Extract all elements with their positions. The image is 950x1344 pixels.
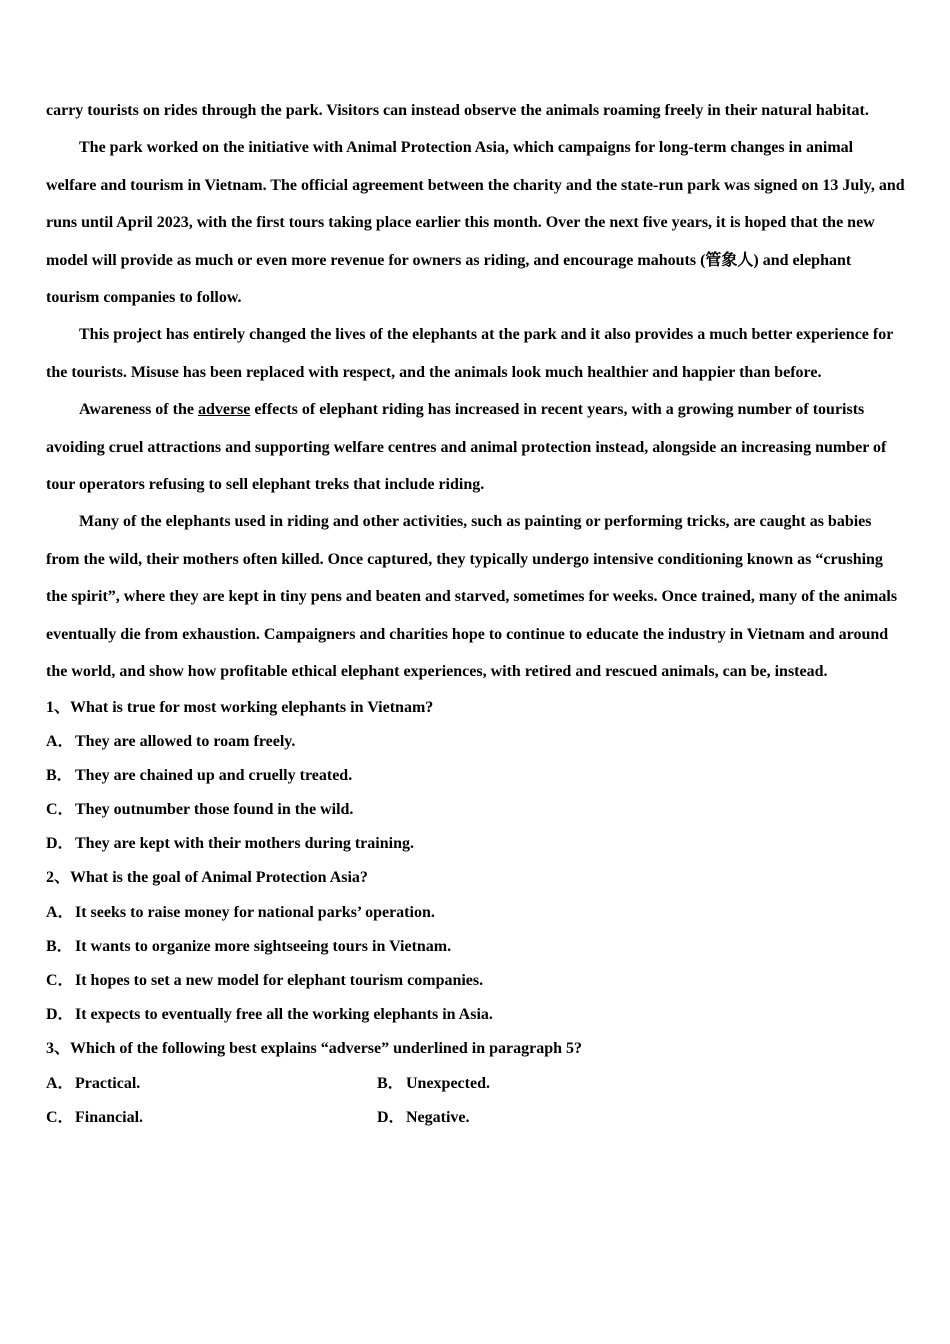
passage	[46, 92, 906, 691]
option-text: Unexpected.	[406, 1074, 490, 1092]
option-text: It expects to eventually free all the working elephants in Asia.	[75, 1006, 493, 1024]
option-letter: D．	[377, 1108, 405, 1126]
document-page	[46, 92, 906, 1135]
underlined-word-adverse: adverse	[197, 401, 251, 419]
option-text: They are kept with their mothers during training.	[75, 835, 414, 853]
question-2	[46, 861, 906, 1032]
paragraph-4-lead: Awareness of the	[79, 401, 198, 419]
question-3-option-c[interactable]	[46, 1101, 377, 1135]
passage-paragraph-4	[46, 391, 906, 503]
option-text: Financial.	[75, 1108, 144, 1126]
option-letter: A．	[46, 903, 74, 921]
option-text: Practical.	[75, 1074, 141, 1092]
question-1-option-a[interactable]	[46, 725, 906, 759]
question-3-options-row-2	[46, 1101, 906, 1135]
question-1	[46, 691, 906, 862]
option-letter: C．	[46, 801, 74, 819]
option-text: It seeks to raise money for national parks’ operation.	[75, 903, 435, 921]
option-letter: A．	[46, 732, 74, 750]
passage-paragraph-3: This project has entirely changed the lives of the elephants at the park and it also provides a much better experience for the tourists. Misuse has been replaced with respect, and the animals look much healthier and happier than before.	[46, 326, 894, 381]
question-3-option-a[interactable]	[46, 1067, 377, 1101]
option-letter: B．	[46, 766, 73, 784]
question-2-stem: 2、What is the goal of Animal Protection Asia?	[46, 869, 368, 887]
question-1-option-c[interactable]	[46, 793, 906, 827]
option-letter: A．	[46, 1074, 74, 1092]
option-text: Negative.	[406, 1108, 470, 1126]
question-3-options-row-1	[46, 1067, 906, 1101]
option-letter: D．	[46, 1006, 74, 1024]
option-letter: C．	[46, 972, 74, 989]
question-3	[46, 1032, 906, 1135]
question-1-option-d[interactable]	[46, 827, 906, 861]
passage-paragraph-2: The park worked on the initiative with Animal Protection Asia, which campaigns for long-term changes in animal welfare and tourism in Vietnam. The official agreement between the charity and the state-run park was signed on 13 July, and runs until April 2023, with the first tours taking place earlier this month. Over the next five years, it is hoped that the new model will provide as much or even more revenue for owners as riding, and encourage mahouts (管象人) and elephant tourism companies to follow.	[46, 139, 905, 307]
question-1-stem: 1、What is true for most working elephants in Vietnam?	[46, 698, 434, 716]
passage-paragraph-5: Many of the elephants used in riding and other activities, such as painting or performing tricks, are caught as babies from the wild, their mothers often killed. Once captured, they typically undergo intensive conditioning known as “crushing the spirit”, where they are kept in tiny pens and beaten and starved, sometimes for weeks. Once trained, many of the animals eventually die from exhaustion. Campaigners and charities hope to continue to educate the industry in Vietnam and around the world, and show how profitable ethical elephant experiences, with retired and rescued animals, can be, instead.	[46, 513, 898, 681]
question-2-option-c[interactable]	[46, 964, 906, 998]
question-2-option-d[interactable]	[46, 998, 906, 1032]
option-text: It wants to organize more sightseeing tours in Vietnam.	[75, 937, 452, 955]
question-3-stem: 3、Which of the following best explains “adverse” underlined in paragraph 5?	[46, 1040, 583, 1058]
paragraph-4-rest: effects of elephant riding has increased in recent years, with a growing number of tourists avoiding cruel attractions and supporting welfare centres and animal protection instead, alongside an increasing number of tour operators refusing to sell elephant treks that include riding.	[46, 401, 887, 494]
option-text: They are chained up and cruelly treated.	[75, 766, 353, 784]
passage-paragraph-1: carry tourists on rides through the park. Visitors can instead observe the animals roaming freely in their natural habitat.	[46, 102, 869, 119]
option-text: It hopes to set a new model for elephant tourism companies.	[75, 972, 484, 989]
question-2-option-a[interactable]	[46, 896, 906, 930]
option-text: They outnumber those found in the wild.	[75, 801, 354, 819]
option-letter: D．	[46, 835, 74, 853]
question-1-option-b[interactable]	[46, 759, 906, 793]
question-2-option-b[interactable]	[46, 930, 906, 964]
option-letter: B．	[46, 937, 73, 955]
question-3-option-b[interactable]	[377, 1067, 708, 1101]
question-3-option-d[interactable]	[377, 1101, 708, 1135]
option-letter: B．	[377, 1074, 404, 1092]
option-letter: C．	[46, 1108, 74, 1126]
option-text: They are allowed to roam freely.	[75, 732, 296, 750]
